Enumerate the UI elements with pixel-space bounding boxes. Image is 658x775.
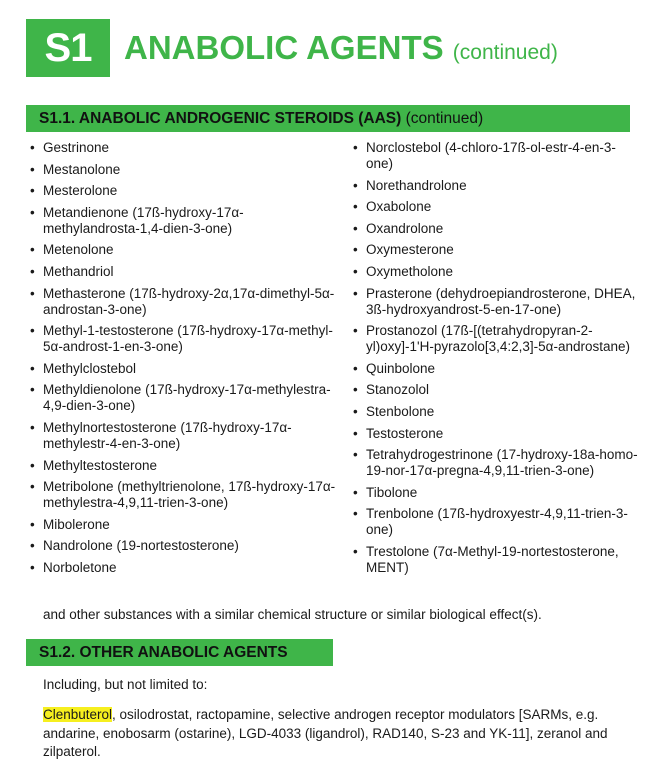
list-item: • Quinbolone bbox=[349, 361, 641, 377]
list-item: • Methyl-1-testosterone (17ß-hydroxy-17α-methyl-5α-androst-1-en-3-one) bbox=[26, 323, 342, 355]
list-item: • Prasterone (dehydroepiandrosterone, DHEA, 3ß-hydroxyandrost-5-en-17-one) bbox=[349, 286, 641, 318]
list-item: • Norclostebol (4-chloro-17ß-ol-estr-4-en-3-one) bbox=[349, 140, 641, 172]
list-item: • Methyldienolone (17ß-hydroxy-17α-methylestra-4,9-dien-3-one) bbox=[26, 382, 342, 414]
list-item: • Mibolerone bbox=[26, 517, 342, 533]
list-item: • Metenolone bbox=[26, 242, 342, 258]
list-item: • Stanozolol bbox=[349, 382, 641, 398]
steroid-list-right bbox=[349, 140, 641, 582]
page-title-text: ANABOLIC AGENTS bbox=[124, 29, 444, 66]
list-item: • Methylnortestosterone (17ß-hydroxy-17α-methylestr-4-en-3-one) bbox=[26, 420, 342, 452]
list-item: • Metandienone (17ß-hydroxy-17α-methylandrostа-1,4-dien-3-one) bbox=[26, 205, 342, 237]
list-item: • Testosterone bbox=[349, 426, 641, 442]
list-item: • Trenbolone (17ß-hydroxyestr-4,9,11-trien-3-one) bbox=[349, 506, 641, 538]
section-2-list bbox=[43, 706, 643, 762]
section-1-continued: (continued) bbox=[405, 109, 484, 127]
list-item: • Oxymesterone bbox=[349, 242, 641, 258]
list-item: • Methyltestosterone bbox=[26, 458, 342, 474]
section-2-title: S1.2. OTHER ANABOLIC AGENTS bbox=[39, 643, 288, 661]
steroid-list-left bbox=[26, 140, 342, 582]
highlighted-term: Clenbuterol bbox=[43, 707, 113, 722]
page-title-continued: (continued) bbox=[452, 41, 558, 64]
list-item: • Gestrinone bbox=[26, 140, 342, 156]
page-title bbox=[124, 29, 558, 67]
list-item: • Metribolone (methyltrienolone, 17ß-hydroxy-17α-methylestra-4,9,11-trien-3-one) bbox=[26, 479, 342, 511]
section-2-intro: Including, but not limited to: bbox=[43, 677, 208, 692]
list-item: • Methandriol bbox=[26, 264, 342, 280]
list-item: • Methasterone (17ß-hydroxy-2α,17α-dimethyl-5α-androstan-3-one) bbox=[26, 286, 342, 318]
list-item: • Oxandrolone bbox=[349, 221, 641, 237]
list-item: • Tibolone bbox=[349, 485, 641, 501]
list-item: • Stenbolone bbox=[349, 404, 641, 420]
list-item: • Nandrolone (19-nortestosterone) bbox=[26, 538, 342, 554]
section-code-badge: S1 bbox=[26, 19, 110, 77]
section-1-heading bbox=[26, 105, 630, 132]
section-1-title: S1.1. ANABOLIC ANDROGENIC STEROIDS (AAS) bbox=[39, 109, 402, 127]
section-1-note: and other substances with a similar chemical structure or similar biological effect(s). bbox=[43, 607, 542, 622]
section-2-list-rest: , osilodrostat, ractopamine, selective androgen receptor modulators [SARMs, e.g. andarine, enobosarm (ostarine), LGD-4033 (ligandrol), RAD140, S-23 and YK-11], zeranol and zilpaterol. bbox=[43, 707, 608, 759]
list-item: • Methylclostebol bbox=[26, 361, 342, 377]
list-item: • Prostanozol (17ß-[(tetrahydropyran-2-yl)oxy]-1'H-pyrazolo[3,4:2,3]-5α-androstane) bbox=[349, 323, 641, 355]
list-item: • Norethandrolone bbox=[349, 178, 641, 194]
list-item: • Trestolone (7α-Methyl-19-nortestosterone, MENT) bbox=[349, 544, 641, 576]
list-item: • Tetrahydrogestrinone (17-hydroxy-18a-homo-19-nor-17α-pregna-4,9,11-trien-3-one) bbox=[349, 447, 641, 479]
list-item: • Mestanolone bbox=[26, 162, 342, 178]
page-header bbox=[26, 19, 558, 77]
list-item: • Oxabolone bbox=[349, 199, 641, 215]
list-item: • Norboletone bbox=[26, 560, 342, 576]
list-item: • Oxymetholone bbox=[349, 264, 641, 280]
section-2-heading bbox=[26, 639, 333, 666]
list-item: • Mesterolone bbox=[26, 183, 342, 199]
